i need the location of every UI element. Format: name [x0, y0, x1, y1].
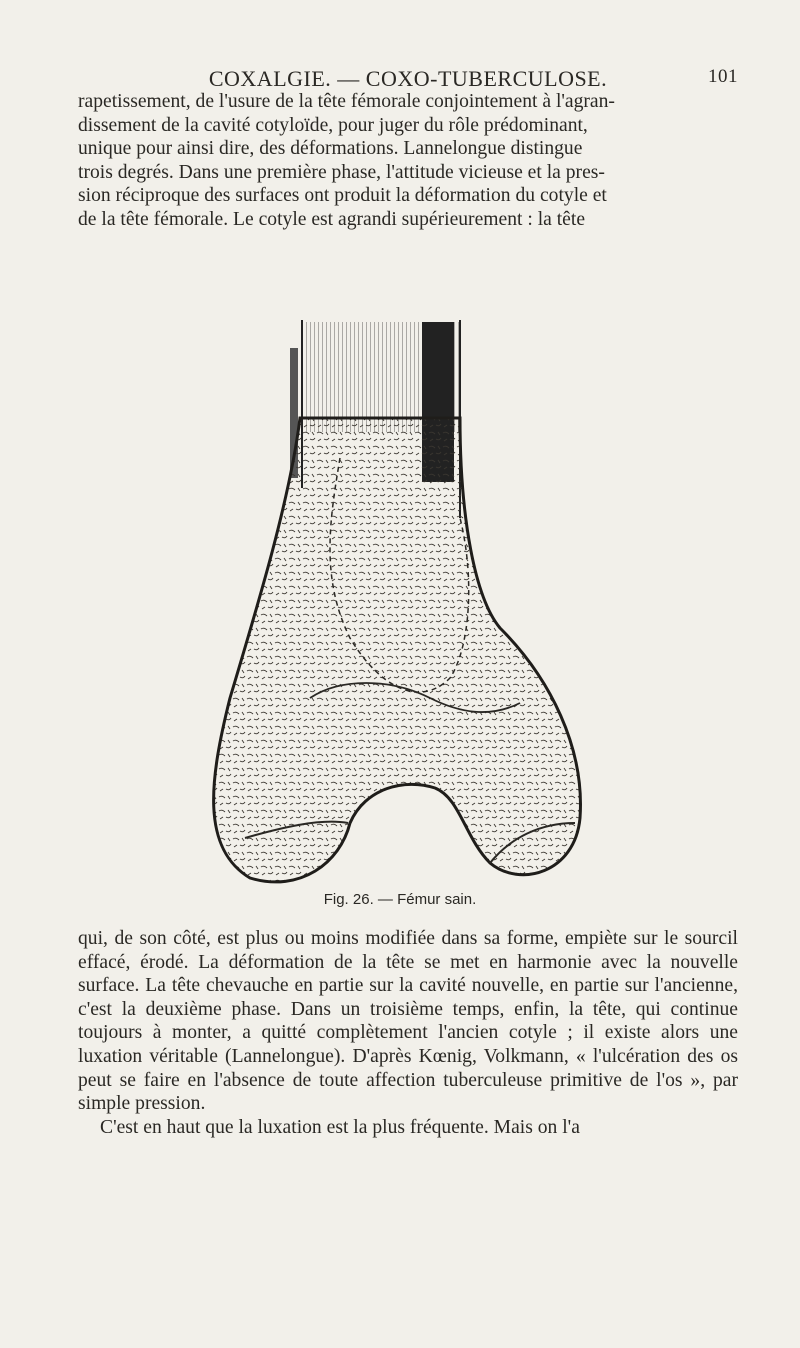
text-line: unique pour ainsi dire, des déformations. Lannelongue distingue	[78, 138, 583, 160]
paragraph: qui, de son côté, est plus ou moins modifiée dans sa forme, empiète sur le sourcil effacé, érodé. La déformation de la tête se met en harmonie avec la nouvelle surface. La tête chevauche en partie sur la cavité nouvelle, en partie sur l'ancienne, c'est la deuxième phase. Dans un troisième temps, enfin, la tête, qui continue toujours à monter, a quitté complètement l'ancien cotyle ; il existe alors une luxation véritable (Lannelongue). D'après Kœnig, Volkmann, « l'ulcération des os peut se faire en l'absence de toute affection tuberculeuse primitive de l'os », par simple pression.	[78, 928, 738, 1115]
text-line: dissement de la cavité cotyloïde, pour juger du rôle prédominant,	[78, 114, 588, 136]
text-line: rapetissement, de l'usure de la tête fémorale conjointement à l'agran-	[78, 91, 615, 112]
paragraph: C'est en haut que la luxation est la plus fréquente. Mais on l'a	[100, 1116, 580, 1138]
page-number: 101	[708, 66, 738, 87]
running-head-title: COXALGIE. — COXO-TUBERCULOSE.	[208, 66, 608, 91]
running-head	[78, 66, 738, 92]
top-paragraph	[78, 90, 738, 232]
femur-condyles	[214, 418, 581, 882]
femur-illustration	[190, 318, 600, 888]
caption-text: Fig. 26. — Fémur sain.	[323, 891, 477, 908]
text-line: de la tête fémorale. Le cotyle est agrandi supérieurement : la tête	[78, 208, 586, 230]
bottom-text	[78, 927, 738, 1139]
figure-caption	[0, 891, 800, 908]
text-line: trois degrés. Dans une première phase, l'attitude vicieuse et la pres-	[78, 161, 605, 183]
text-line: sion réciproque des surfaces ont produit la déformation du cotyle et	[78, 185, 607, 207]
